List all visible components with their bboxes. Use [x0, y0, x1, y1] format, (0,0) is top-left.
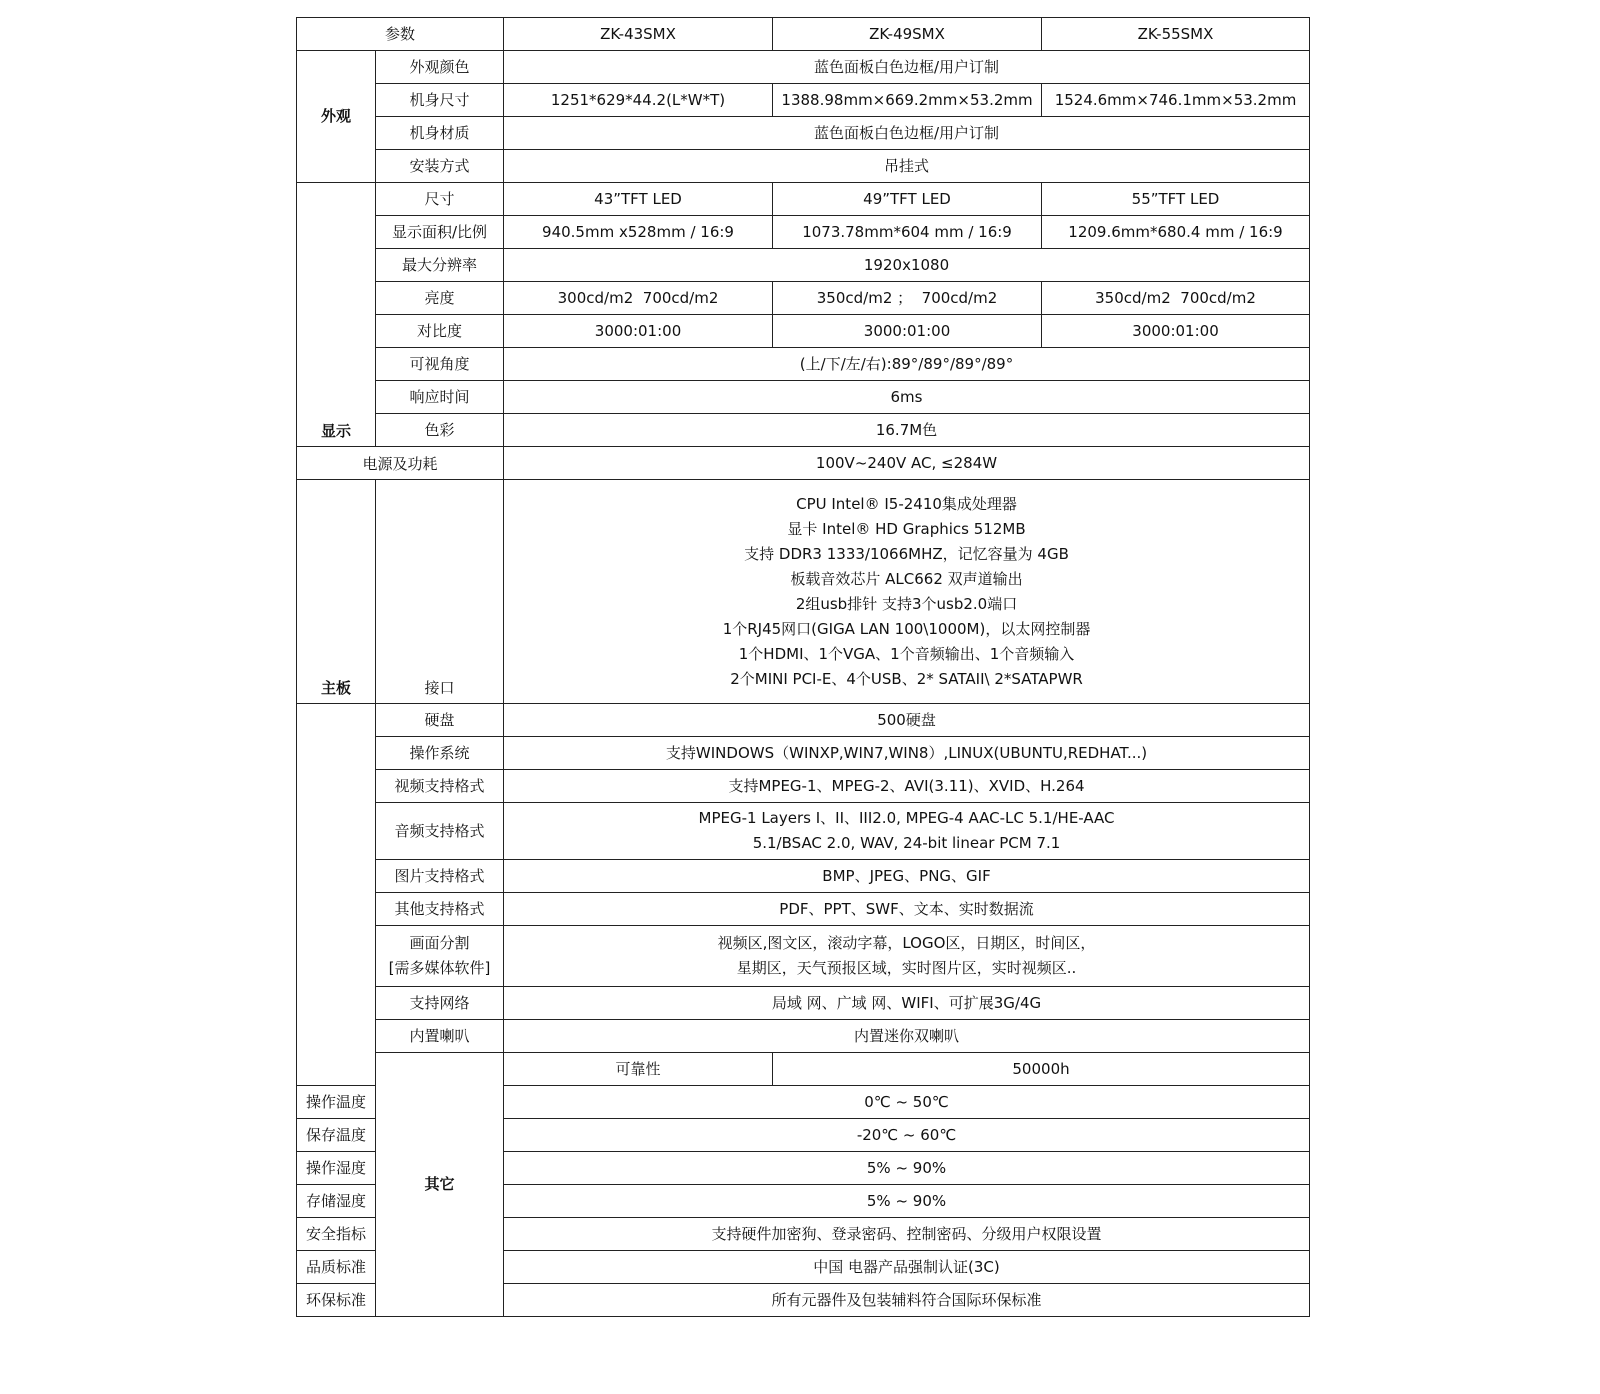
row-value: 50000h [773, 1053, 1310, 1086]
row-value: 350cd/m2 ； 700cd/m2 [773, 282, 1042, 315]
table-row [297, 893, 1310, 926]
row-label: 操作温度 [297, 1086, 376, 1119]
interface-line: 板载音效芯片 ALC662 双声道输出 [790, 569, 1023, 588]
row-value: 1920x1080 [504, 249, 1310, 282]
row-value: 内置迷你双喇叭 [504, 1020, 1310, 1053]
table-row [297, 704, 1310, 737]
row-label: 保存温度 [297, 1119, 376, 1152]
model-header-2: ZK-49SMX [773, 18, 1042, 51]
row-label: 显示面积/比例 [376, 216, 504, 249]
row-value: 49”TFT LED [773, 183, 1042, 216]
row-value: 3000:01:00 [1042, 315, 1310, 348]
row-value: 940.5mm x528mm / 16:9 [504, 216, 773, 249]
row-value: 6ms [504, 381, 1310, 414]
table-row [297, 803, 1310, 860]
row-label: 可靠性 [504, 1053, 773, 1086]
row-label: 接口 [376, 480, 504, 704]
row-value: BMP、JPEG、PNG、GIF [504, 860, 1310, 893]
row-label: 最大分辨率 [376, 249, 504, 282]
row-value: 所有元器件及包装辅料符合国际环保标准 [504, 1284, 1310, 1317]
table-row [297, 480, 1310, 704]
row-value: 1524.6mm×746.1mm×53.2mm [1042, 84, 1310, 117]
table-row [297, 381, 1310, 414]
interface-line: 1个RJ45网口(GIGA LAN 100\1000M)，以太网控制器 [722, 619, 1091, 638]
row-label: 支持网络 [376, 987, 504, 1020]
row-label [376, 926, 504, 987]
row-label: 音频支持格式 [376, 803, 504, 860]
split-line: 星期区，天气预报区域，实时图片区，实时视频区.. [736, 959, 1077, 977]
row-value: 500硬盘 [504, 704, 1310, 737]
audio-line: 5.1/BSAC 2.0, WAV, 24-bit linear PCM 7.1 [752, 834, 1061, 852]
row-value: 蓝色面板白色边框/用户订制 [504, 51, 1310, 84]
row-value: 1388.98mm×669.2mm×53.2mm [773, 84, 1042, 117]
row-label: 安全指标 [297, 1218, 376, 1251]
table-row [297, 1020, 1310, 1053]
table-row [297, 282, 1310, 315]
row-label: 尺寸 [376, 183, 504, 216]
group-other: 其它 [376, 1053, 504, 1317]
model-header-1: ZK-43SMX [504, 18, 773, 51]
table-row [297, 414, 1310, 447]
row-label: 环保标准 [297, 1284, 376, 1317]
row-label: 对比度 [376, 315, 504, 348]
table-row [297, 51, 1310, 84]
table-row [297, 216, 1310, 249]
row-value: (上/下/左/右):89°/89°/89°/89° [504, 348, 1310, 381]
row-label: 可视角度 [376, 348, 504, 381]
table-row [297, 348, 1310, 381]
power-value: 100V~240V AC, ≤284W [504, 447, 1310, 480]
group-mainboard-continued [297, 704, 376, 1086]
table-row [297, 315, 1310, 348]
row-label: 机身材质 [376, 117, 504, 150]
table-row [297, 737, 1310, 770]
row-value: 3000:01:00 [504, 315, 773, 348]
table-row [297, 84, 1310, 117]
param-header: 参数 [297, 18, 504, 51]
row-value: 55”TFT LED [1042, 183, 1310, 216]
row-value: 1251*629*44.2(L*W*T) [504, 84, 773, 117]
row-value: 支持硬件加密狗、登录密码、控制密码、分级用户权限设置 [504, 1218, 1310, 1251]
row-value: 支持WINDOWS（WINXP,WIN7,WIN8）,LINUX(UBUNTU,REDHAT...) [504, 737, 1310, 770]
row-value: 吊挂式 [504, 150, 1310, 183]
row-label: 亮度 [376, 282, 504, 315]
split-label-line: 画面分割 [409, 934, 470, 952]
row-value: 中国 电器产品强制认证(3C) [504, 1251, 1310, 1284]
split-line: 视频区,图文区，滚动字幕，LOGO区，日期区，时间区， [717, 934, 1096, 952]
row-label: 响应时间 [376, 381, 504, 414]
row-value: 1073.78mm*604 mm / 16:9 [773, 216, 1042, 249]
table-row [297, 117, 1310, 150]
table-row [297, 150, 1310, 183]
interface-line: 1个HDMI、1个VGA、1个音频输出、1个音频输入 [738, 644, 1075, 663]
row-value: 5% ~ 90% [504, 1152, 1310, 1185]
group-mainboard: 主板 [297, 480, 376, 704]
row-value: 0℃ ~ 50℃ [504, 1086, 1310, 1119]
table-row [297, 183, 1310, 216]
row-label: 图片支持格式 [376, 860, 504, 893]
row-value: 支持MPEG-1、MPEG-2、AVI(3.11)、XVID、H.264 [504, 770, 1310, 803]
table-row [297, 249, 1310, 282]
group-display: 显示 [297, 183, 376, 447]
row-label: 存储湿度 [297, 1185, 376, 1218]
row-value: 43”TFT LED [504, 183, 773, 216]
interface-line: CPU Intel® I5-2410集成处理器 [796, 494, 1017, 513]
interface-line: 显卡 Intel® HD Graphics 512MB [787, 519, 1026, 538]
table-row [297, 770, 1310, 803]
header-row [297, 18, 1310, 51]
row-value: 5% ~ 90% [504, 1185, 1310, 1218]
row-label: 品质标准 [297, 1251, 376, 1284]
row-label: 视频支持格式 [376, 770, 504, 803]
row-value: 350cd/m2 700cd/m2 [1042, 282, 1310, 315]
row-label: 操作湿度 [297, 1152, 376, 1185]
interface-line: 2个MINI PCI-E、4个USB、2* SATAII\ 2*SATAPWR [730, 669, 1083, 688]
row-value: 16.7M色 [504, 414, 1310, 447]
row-value: 局域 网、广域 网、WIFI、可扩展3G/4G [504, 987, 1310, 1020]
row-label: 外观颜色 [376, 51, 504, 84]
table-row [297, 926, 1310, 987]
row-value: 3000:01:00 [773, 315, 1042, 348]
row-value: 蓝色面板白色边框/用户订制 [504, 117, 1310, 150]
group-appearance: 外观 [297, 51, 376, 183]
power-label: 电源及功耗 [297, 447, 504, 480]
table-row [297, 447, 1310, 480]
row-label: 其他支持格式 [376, 893, 504, 926]
table-row [297, 1053, 1310, 1086]
row-label: 机身尺寸 [376, 84, 504, 117]
interface-line: 2组usb排针 支持3个usb2.0端口 [795, 594, 1018, 613]
split-label-line: [需多媒体软件] [388, 959, 491, 977]
row-label: 安装方式 [376, 150, 504, 183]
row-value: -20℃ ~ 60℃ [504, 1119, 1310, 1152]
row-value: 1209.6mm*680.4 mm / 16:9 [1042, 216, 1310, 249]
model-header-3: ZK-55SMX [1042, 18, 1310, 51]
row-label: 内置喇叭 [376, 1020, 504, 1053]
table-row [297, 860, 1310, 893]
row-label: 硬盘 [376, 704, 504, 737]
interface-spec-list [504, 480, 1310, 704]
row-label: 操作系统 [376, 737, 504, 770]
row-value: PDF、PPT、SWF、文本、实时数据流 [504, 893, 1310, 926]
spec-table [296, 17, 1310, 1317]
row-label: 色彩 [376, 414, 504, 447]
interface-line: 支持 DDR3 1333/1066MHZ，记忆容量为 4GB [744, 544, 1069, 563]
row-value: 300cd/m2 700cd/m2 [504, 282, 773, 315]
row-value [504, 926, 1310, 987]
table-row [297, 987, 1310, 1020]
audio-line: MPEG-1 Layers I、II、III2.0, MPEG-4 AAC-LC 5.1/HE-AAC [698, 809, 1115, 827]
row-value [504, 803, 1310, 860]
